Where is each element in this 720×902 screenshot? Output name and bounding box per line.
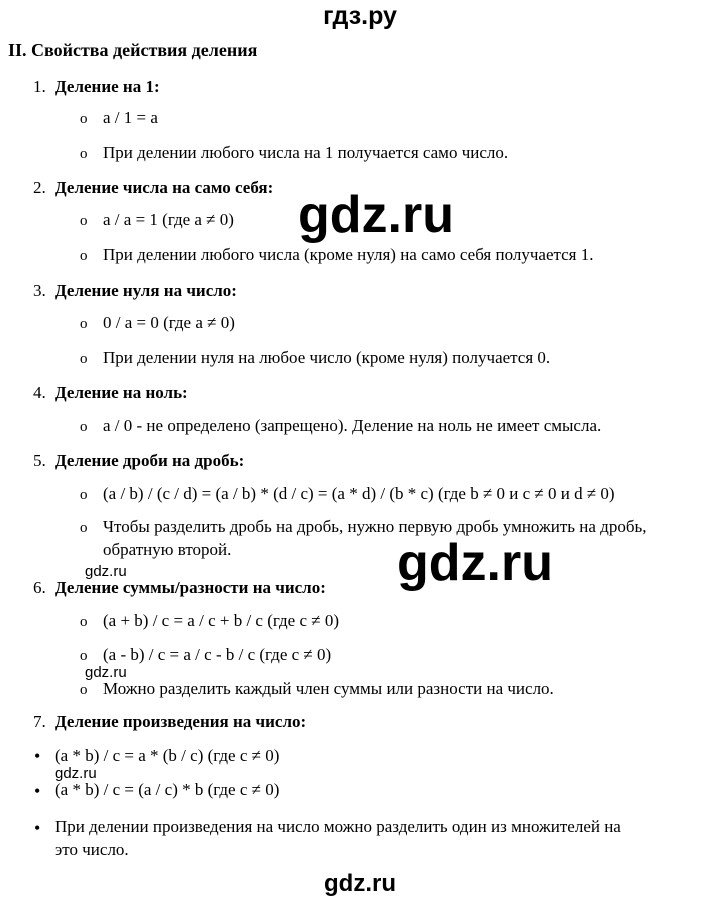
circle-bullet-icon: o (80, 520, 88, 536)
section-3-item: 0 / a = 0 (где a ≠ 0) (103, 313, 235, 332)
section-4-item: a / 0 - не определено (запрещено). Деление на ноль не имеет смысла. (103, 416, 602, 435)
section-5-item-continuation: обратную второй. (103, 540, 232, 559)
circle-bullet-icon: o (80, 682, 88, 698)
section-7-heading: Деление произведения на число: (55, 712, 307, 731)
watermark-small: gdz.ru (85, 664, 127, 681)
section-5-number: 5. (33, 451, 46, 470)
watermark-small: gdz.ru (85, 563, 127, 580)
watermark-large: gdz.ru (397, 534, 553, 592)
circle-bullet-icon: o (80, 419, 88, 435)
section-2-number: 2. (33, 178, 46, 197)
section-3-item: При делении нуля на любое число (кроме нуля) получается 0. (103, 348, 551, 367)
circle-bullet-icon: o (80, 213, 88, 229)
section-7-item: (a * b) / c = a * (b / c) (где c ≠ 0) (55, 746, 280, 765)
section-5-item: (a / b) / (c / d) = (a / b) * (d / c) = (a * d) / (b * c) (где b ≠ 0 и c ≠ 0 и d ≠ 0) (103, 484, 615, 503)
section-2-heading: Деление числа на само себя: (55, 178, 274, 197)
circle-bullet-icon: o (80, 146, 88, 162)
section-5-item: Чтобы разделить дробь на дробь, нужно первую дробь умножить на дробь, (103, 517, 647, 536)
bullet-icon: • (34, 746, 41, 766)
site-title: гдз.ру (323, 2, 397, 30)
circle-bullet-icon: o (80, 487, 88, 503)
section-1-item: При делении любого числа на 1 получается само число. (103, 143, 509, 162)
section-4-number: 4. (33, 383, 46, 402)
section-6-item: (a + b) / c = a / c + b / c (где c ≠ 0) (103, 611, 339, 630)
section-1-item: a / 1 = a (103, 108, 158, 127)
circle-bullet-icon: o (80, 316, 88, 332)
section-1-number: 1. (33, 77, 46, 96)
bullet-icon: • (34, 818, 41, 838)
section-3-heading: Деление нуля на число: (55, 281, 237, 300)
section-5-heading: Деление дроби на дробь: (55, 451, 245, 470)
circle-bullet-icon: o (80, 648, 88, 664)
section-1-heading: Деление на 1: (55, 77, 160, 96)
section-7-number: 7. (33, 712, 46, 731)
section-3-number: 3. (33, 281, 46, 300)
watermark-bottom: gdz.ru (324, 870, 396, 897)
section-2-item: При делении любого числа (кроме нуля) на само себя получается 1. (103, 245, 594, 264)
section-7-item: (a * b) / c = (a / c) * b (где c ≠ 0) (55, 780, 280, 799)
section-6-item: Можно разделить каждый член суммы или разности на число. (103, 679, 554, 698)
section-7-item: При делении произведения на число можно разделить один из множителей на (55, 817, 621, 836)
section-4-heading: Деление на ноль: (55, 383, 188, 402)
bullet-icon: • (34, 781, 41, 801)
section-title: II. Свойства действия деления (8, 40, 258, 60)
watermark-small: gdz.ru (55, 765, 97, 782)
circle-bullet-icon: o (80, 248, 88, 264)
section-6-number: 6. (33, 578, 46, 597)
section-7-item-continuation: это число. (55, 840, 129, 859)
section-6-heading: Деление суммы/разности на число: (55, 578, 326, 597)
watermark-large: gdz.ru (298, 186, 454, 244)
section-6-item: (a - b) / c = a / c - b / c (где c ≠ 0) (103, 645, 332, 664)
circle-bullet-icon: o (80, 614, 88, 630)
circle-bullet-icon: o (80, 351, 88, 367)
circle-bullet-icon: o (80, 111, 88, 127)
section-2-item: a / a = 1 (где a ≠ 0) (103, 210, 234, 229)
